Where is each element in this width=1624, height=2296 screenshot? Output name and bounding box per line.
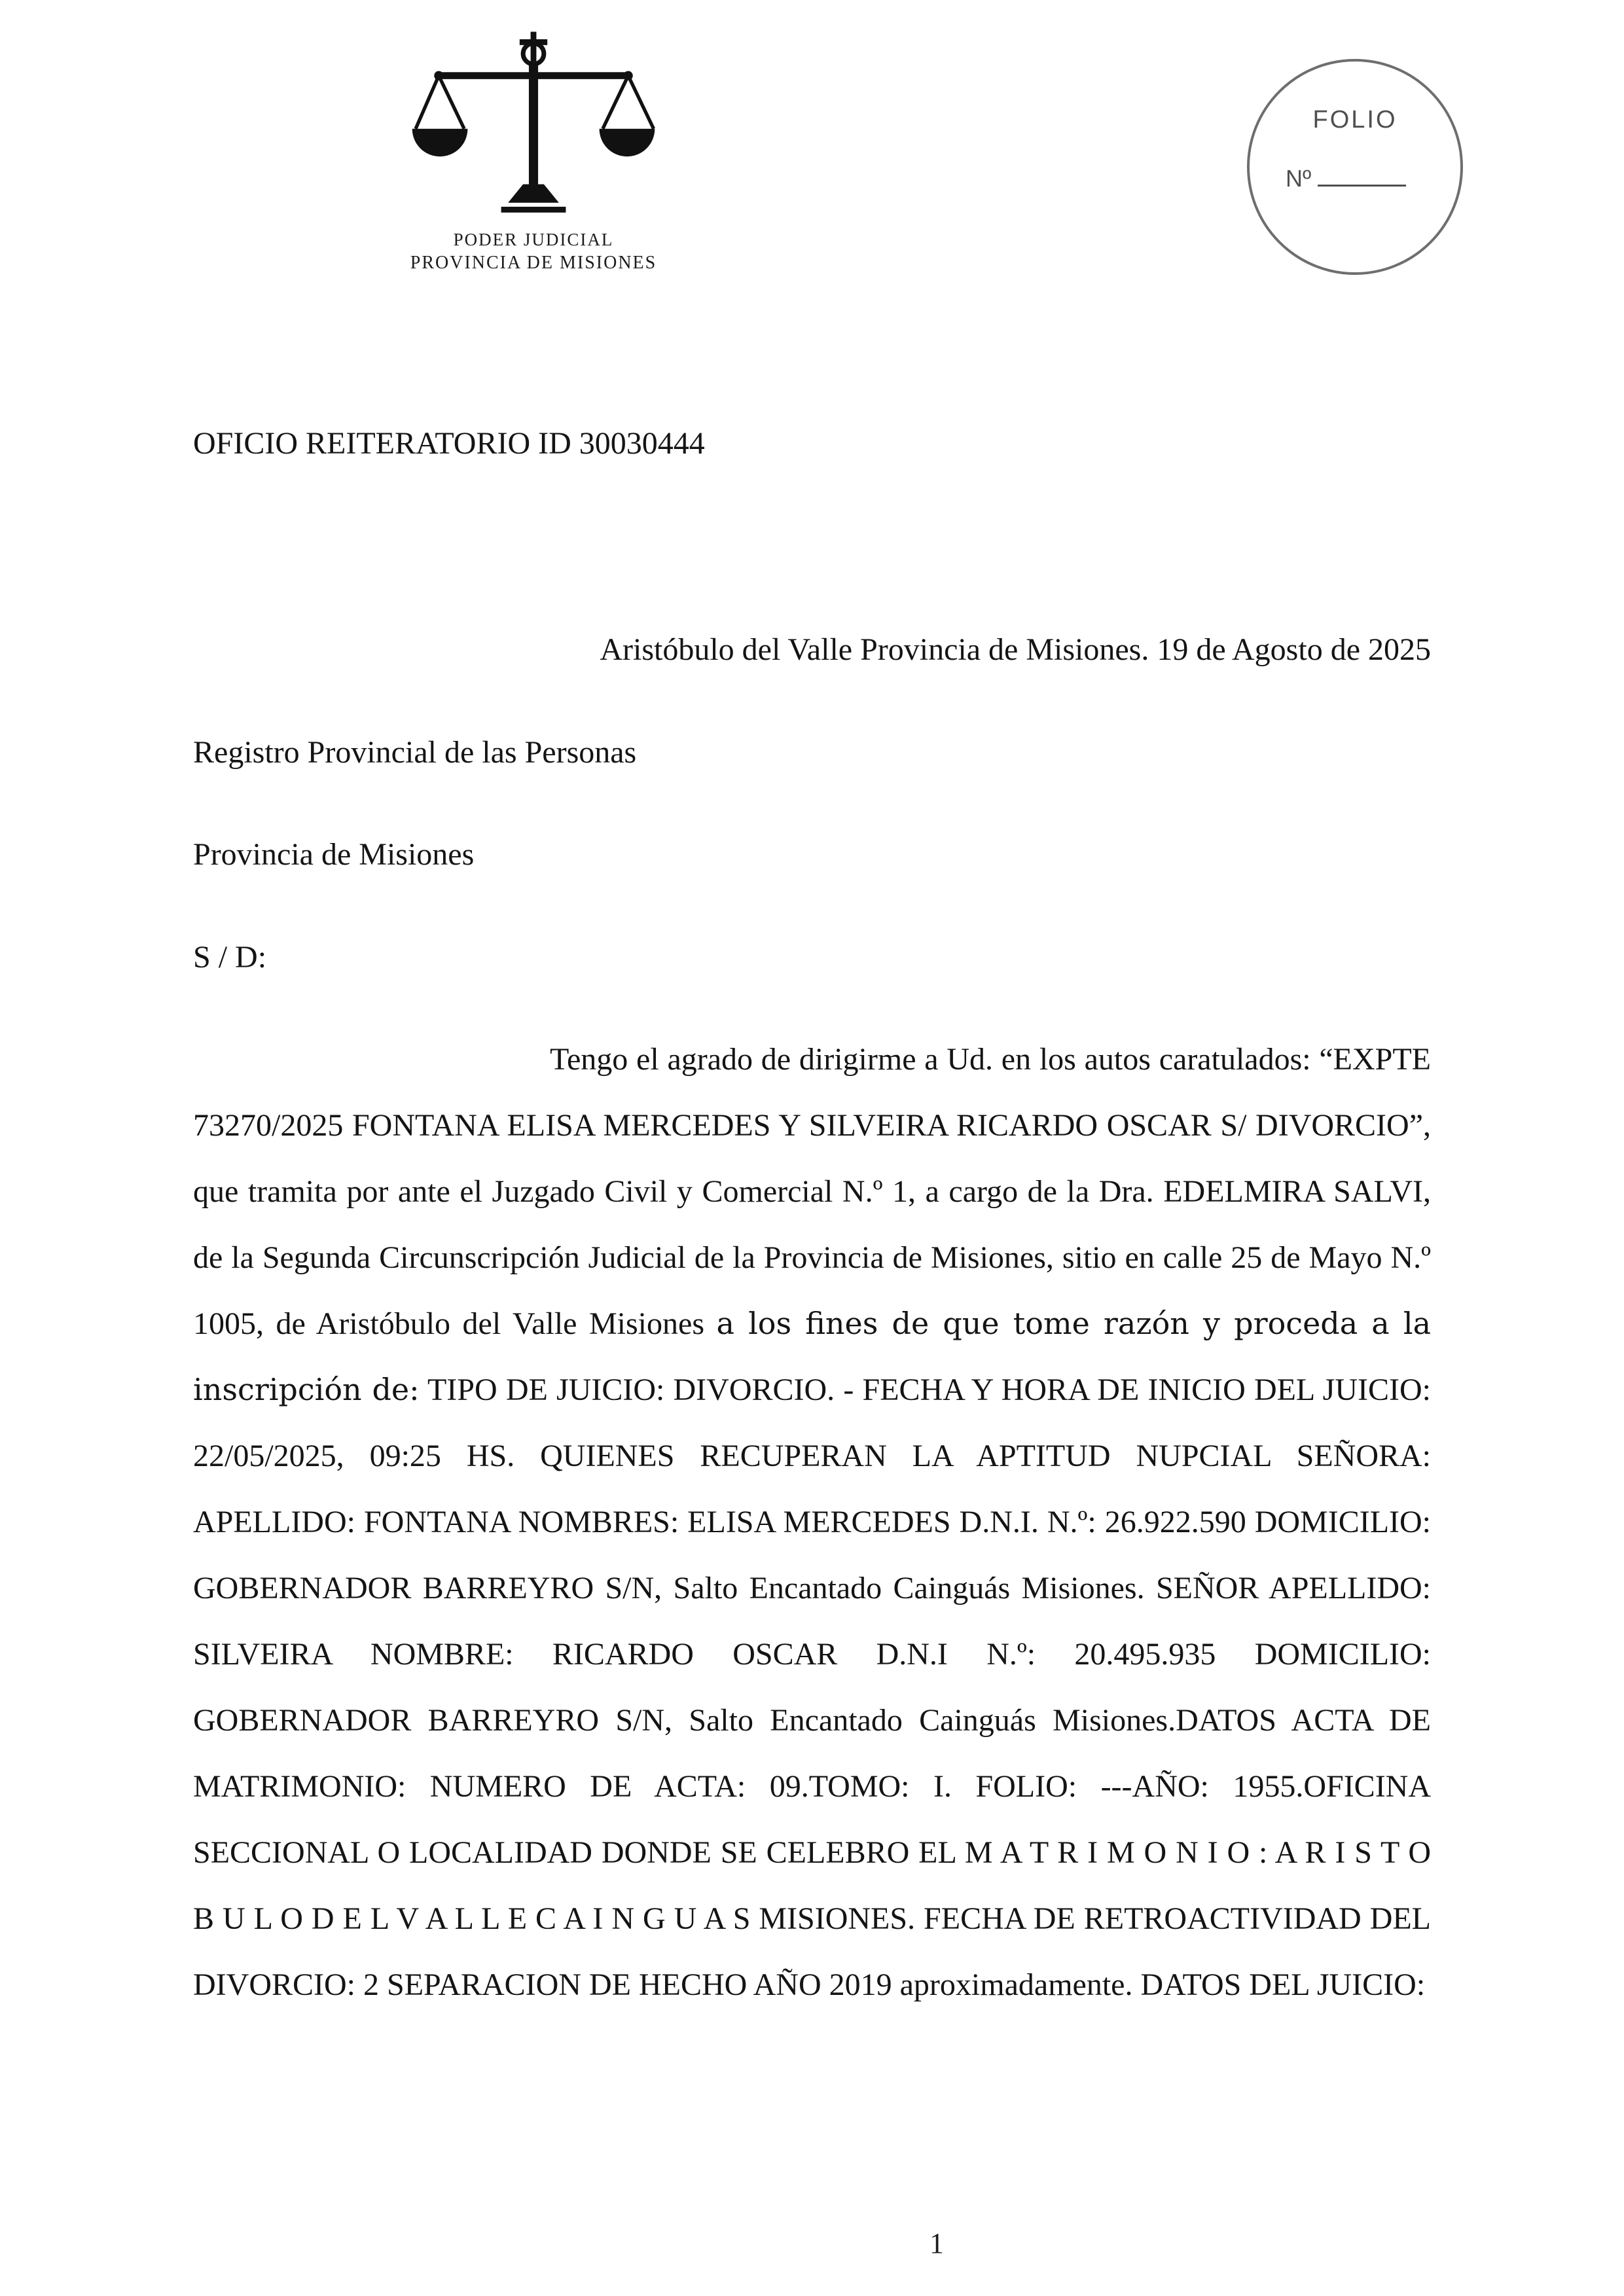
body-text-part2: a los fines de que tome razón y proceda a la inscripción de: — [193, 1306, 1432, 1407]
court-logo — [393, 29, 674, 274]
folio-number-field — [1286, 165, 1406, 192]
body-text-part1: Tengo el agrado de dirigirme a Ud. en los autos caratulados: “EXPTE 73270/2025 FONTANA ELISA MERCEDES Y SILVEIRA RICARDO OSCAR S/ DIVORCIO”, que tramita por ante el Juzgado Civil y Comercial N.º 1, a cargo de la Dra. EDELMIRA SALVI, de la Segunda Circunscripción Judicial de la Provincia de Misiones, sitio en calle 25 de Mayo N.º 1005, de Aristóbulo del Valle Misiones — [193, 1042, 1431, 1341]
document-title: OFICIO REITERATORIO ID 30030444 — [193, 426, 705, 461]
logo-caption-line2: PROVINCIA DE MISIONES — [410, 253, 657, 273]
recipient-line-2: Provincia de Misiones — [193, 837, 475, 872]
salutation: S / D: — [193, 940, 267, 975]
body-text-part3: TIPO DE JUICIO: DIVORCIO. - FECHA Y HORA DE INICIO DEL JUICIO: 22/05/2025, 09:25 HS. QUIENES RECUPERAN LA APTITUD NUPCIAL SEÑORA: APELLIDO: FONTANA NOMBRES: ELISA MERCEDES D.N.I. N.º: 26.922.590 DOMICILIO: GOBERNADOR BARREYRO S/N, Salto Encantado Cainguás Misiones. SEÑOR APELLIDO: SILVEIRA NOMBRE: RICARDO OSCAR D.N.I N.º: 20.495.935 DOMICILIO: GOBERNADOR BARREYRO S/N, Salto Encantado Cainguás Misiones.DATOS ACTA DE MATRIMONIO: NUMERO DE ACTA: 09.TOMO: I. FOLIO: ---AÑO: 1955.OFICINA SECCIONAL O LOCALIDAD DONDE SE CELEBRO EL M A T R I M O N I O : A R I S T O B U L O D E L V A L L E C A I N G U A S MISIONES. FECHA DE RETROACTIVIDAD DEL DIVORCIO: 2 SEPARACION DE HECHO AÑO 2019 aproximadamente. DATOS DEL JUICIO: — [193, 1372, 1431, 2002]
recipient-line-1: Registro Provincial de las Personas — [193, 735, 637, 770]
folio-number-prefix: Nº — [1286, 165, 1312, 192]
date-line: Aristóbulo del Valle Provincia de Misiones. 19 de Agosto de 2025 — [600, 632, 1431, 667]
folio-label: FOLIO — [1312, 106, 1398, 134]
body-paragraph — [193, 1026, 1431, 2018]
scales-of-justice-icon — [393, 29, 674, 226]
folio-number-blank-line — [1318, 165, 1406, 187]
logo-caption-line1: PODER JUDICIAL — [453, 230, 614, 249]
folio-stamp — [1247, 59, 1463, 275]
page-number: 1 — [929, 2227, 944, 2259]
logo-caption — [393, 230, 674, 274]
